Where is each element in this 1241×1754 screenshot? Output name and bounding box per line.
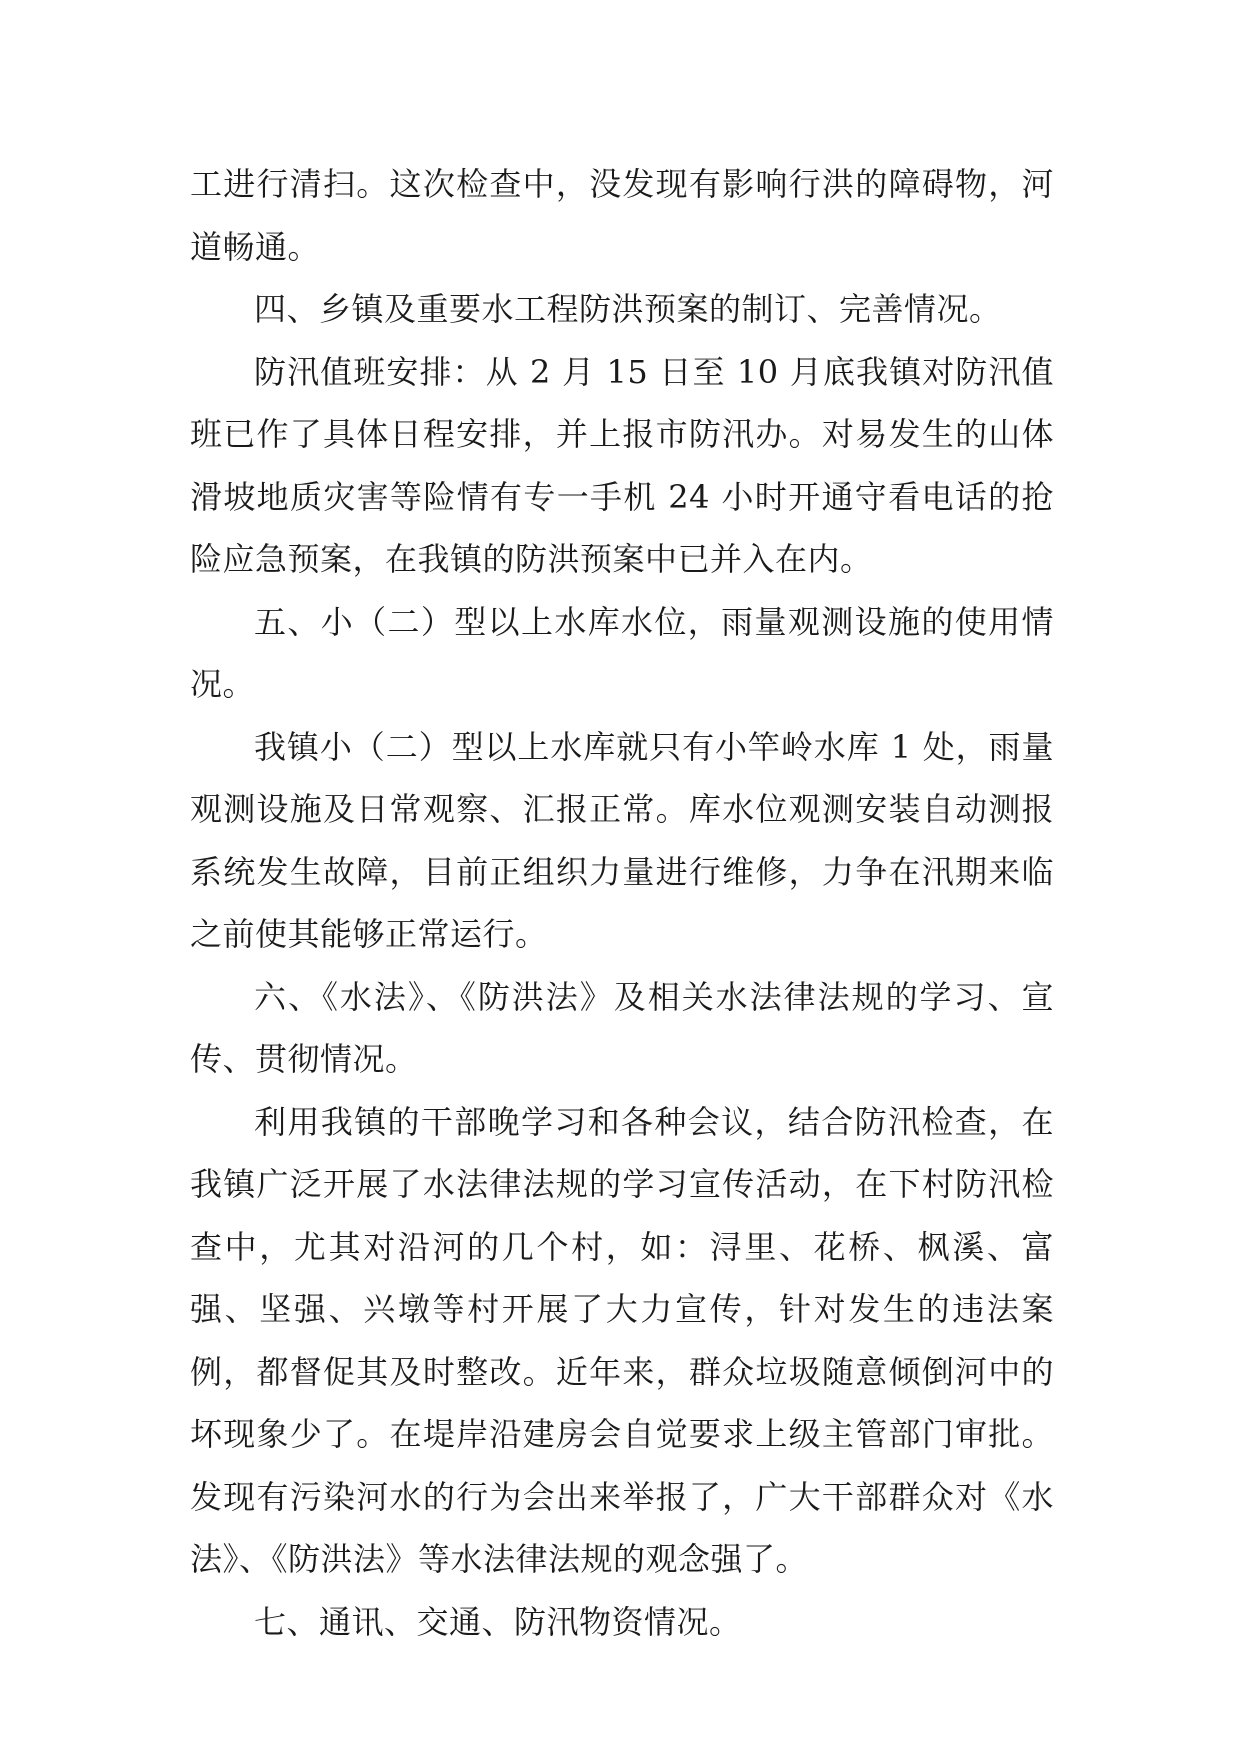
heading-section-seven: 七、通讯、交通、防汛物资情况。 — [254, 1602, 742, 1641]
paragraph-law-publicity: 利用我镇的干部晚学习和各种会议，结合防汛检查，在我镇广泛开展了水法律法规的学习宣传活动，在下村防汛检查中，尤其对沿河的几个村，如：浔里、花桥、枫溪、富强、坚强、兴墩等村开展了大力宣传，针对发生的违法案例，都督促其及时整改。近年来，群众垃圾随意倾倒河中的坏现象少了。在堤岸沿建房会自觉要求上级主管部门审批。发现有污染河水的行为会出来举报了，广大干部群众对《水法》、《防洪法》等水法律法规的观念强了。 — [190, 1102, 1054, 1578]
paragraph-reservoir: 我镇小（二）型以上水库就只有小竿岭水库 1 处，雨量观测设施及日常观察、汇报正常。库水位观测安装自动测报系统发生故障，目前正组织力量进行维修，力争在汛期来临之前使其能够正常运行。 — [190, 727, 1054, 953]
heading-section-five: 五、小（二）型以上水库水位，雨量观测设施的使用情况。 — [190, 602, 1054, 703]
paragraph-duty-schedule: 防汛值班安排：从 2 月 15 日至 10 月底我镇对防汛值班已作了具体日程安排，并上报市防汛办。对易发生的山体滑坡地质灾害等险情有专一手机 24 小时开通守看电话的抢险应急预案，在我镇的防洪预案中已并入在内。 — [190, 352, 1054, 578]
paragraph-continuation: 工进行清扫。这次检查中，没发现有影响行洪的障碍物，河道畅通。 — [190, 165, 1054, 266]
heading-section-six: 六、《水法》、《防洪法》及相关水法律法规的学习、宣传、贯彻情况。 — [190, 977, 1054, 1078]
heading-section-four: 四、乡镇及重要水工程防洪预案的制订、完善情况。 — [254, 290, 1002, 328]
document-body — [190, 153, 1054, 1653]
